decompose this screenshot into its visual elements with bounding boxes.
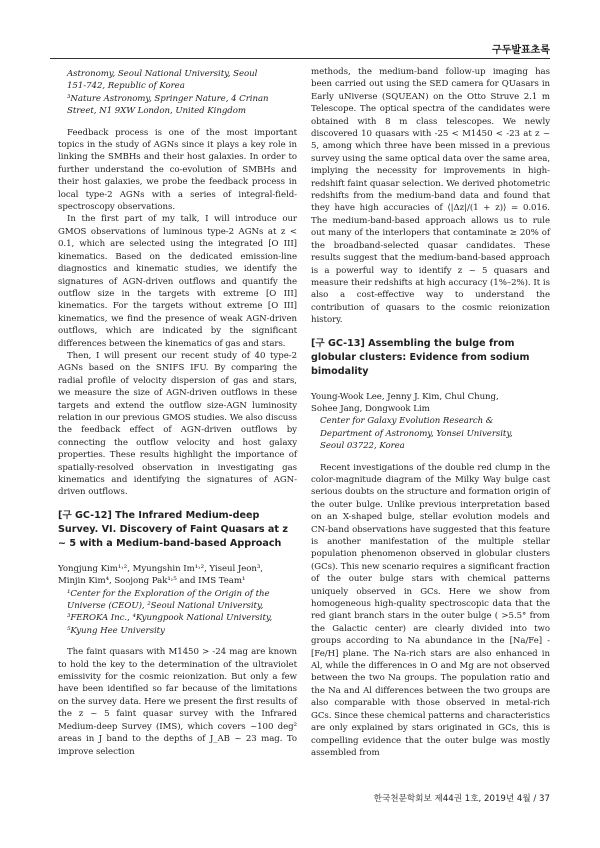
affiliation-line: Seoul 03722, Korea	[320, 441, 405, 452]
affiliation-line: ¹Center for the Exploration of the Origin of the	[67, 588, 270, 599]
abstract-paragraph: In the first part of my talk, I will introduce our GMOS observations of luminous type-2 AGNs at z < 0.1, which are selected using the integrated [O III] kinematics. Based on the dedicated emission-line diagnostics and kinematic studies, we identify the signatures of AGN-driven outflows and quantify the outflow size in the targets with extreme [O III] kinematics. For the targets without extreme [O III] kinematics, we find the presence of weak AGN-driven outflows, which are indicated by the significant differences between the kinematics of gas and stars.	[58, 214, 297, 349]
page-footer: 한국천문학회보 제44권 1호, 2019년 4월 / 37	[373, 794, 550, 804]
abstract-title: [구 GC-13] Assembling the bulge from globular clusters: Evidence from sodium bimodality	[311, 337, 530, 377]
author-list: Minjin Kim⁴, Soojong Pak¹˒⁵ and IMS Team¹	[58, 576, 246, 587]
abstract-paragraph: The faint quasars with M1450 > -24 mag are known to hold the key to the determination of the ultraviolet emissivity for the cosmic reionization. But only a few have been identified so far because of the limitations on the survey data. Here we present the first results of the z ~ 5 faint quasar survey with the Infrared Medium-deep Survey (IMS), which covers ~100 deg² areas in J band to the depths of J_AB ~ 23 mag. To improve selection	[58, 647, 297, 757]
affiliation-line: 151-742, Republic of Korea	[67, 81, 185, 92]
abstract-paragraph: Recent investigations of the double red clump in the color-magnitude diagram of the Milky Way bulge cast serious doubts on the structure and formation origin of the outer bulge. Unlike previous interpretation based on an X-shaped bulge, stellar evolution models and CN-band observations have suggested that this feature is another manifestation of the multiple stellar population phenomenon observed in globular clusters (GCs). This new scenario requires a significant fraction of the outer bulge stars with chemical patterns uniquely observed in GCs. Here we show from homogeneous high-quality spectroscopic data that the red giant branch stars in the outer bulge ( >5.5° from the Galactic center) are clearly divided into two groups according to Na abundance in the [Na/Fe] - [Fe/H] plane. The Na-rich stars are also enhanced in Al, while the differences in O and Mg are not observed between the two Na groups. The population ratio and the Na and Al differences between the two groups are also comparable with those observed in metal-rich GCs. Since these chemical patterns and characteristics are only explained by stars originated in GCs, this is compelling evidence that the outer bulge was mostly assembled from	[311, 462, 550, 758]
section-header-label: 구두발표초록	[492, 45, 550, 56]
affiliation-line: ⁵Kyung Hee University	[67, 625, 165, 636]
affiliation-line: Astronomy, Seoul National University, Seoul	[67, 69, 258, 79]
affiliation-line: Center for Galaxy Evolution Research &	[320, 416, 494, 427]
affiliation-line: Street, N1 9XW London, United Kingdom	[67, 106, 246, 117]
right-column	[311, 66, 550, 759]
header-rule	[50, 58, 550, 59]
author-list: Sohee Jang, Dongwook Lim	[311, 403, 430, 414]
affiliation-block	[58, 68, 297, 118]
affiliation-block	[311, 415, 550, 452]
affiliation-block	[58, 588, 297, 638]
abstract-title: [구 GC-12] The Infrared Medium-deep Survey. VI. Discovery of Faint Quasars at z ~ 5 with a Medium-band-based Approach	[58, 509, 288, 549]
affiliation-line: ³FEROKA Inc., ⁴Kyungpook National University,	[67, 613, 273, 624]
abstract-paragraph: methods, the medium-band follow-up imaging has been carried out using the SED camera for QUasars in Early uNiverse (SQUEAN) on the Otto Struve 2.1 m Telescope. The optical spectra of the candidates were obtained with 8 m class telescopes. We newly discovered 10 quasars with -25 < M1450 < -23 at z ~ 5, among which three have been missed in a previous survey using the same optical data over the same area, implying the necessity for improvements in high-redshift faint quasar selection. We derived photometric redshifts from the medium-band data and found that they have high accuracies of ⟨|Δz|/(1 + z)⟩ = 0.016. The medium-band-based approach allows us to rule out many of the interlopers that contaminate ≥ 20% of the broadband-selected quasar candidates. These results suggest that the medium-band-based approach is a powerful way to identify z ~ 5 quasars and measure their redshifts at high accuracy (1%–2%). It is also a cost-effective way to understand the contribution of quasars to the cosmic reionization history.	[311, 67, 550, 326]
affiliation-line: Department of Astronomy, Yonsei University,	[320, 428, 513, 439]
affiliation-line: Universe (CEOU), ²Seoul National University,	[67, 601, 264, 612]
affiliation-line: ³Nature Astronomy, Springer Nature, 4 Crinan	[67, 93, 269, 104]
abstract-paragraph: Then, I will present our recent study of 40 type-2 AGNs based on the SNIFS IFU. By comparing the radial profile of velocity dispersion of gas and stars, we measure the size of AGN-driven outflows in these targets and extend the outflow size-AGN luminosity relation in our previous GMOS studies. We also discuss the feedback effect of AGN-driven outflows by connecting the outflow velocity and host galaxy properties. These results highlight the importance of spatially-resolved observation in investigating gas kinematics and identifying the signatures of AGN-driven outflows.	[58, 350, 297, 498]
author-list: Yongjung Kim¹˒², Myungshin Im¹˒², Yiseul Jeon³,	[58, 563, 263, 574]
abstract-paragraph: Feedback process is one of the most important topics in the study of AGNs since it plays a key role in linking the SMBHs and their host galaxies. In order to further understand the co-evolution of SMBHs and their host galaxies, we probe the feedback process in local type-2 AGNs with a series of integral-field-spectroscopy observations.	[58, 127, 297, 213]
left-column	[58, 68, 297, 758]
author-list: Young-Wook Lee, Jenny J. Kim, Chul Chung,	[311, 391, 499, 402]
